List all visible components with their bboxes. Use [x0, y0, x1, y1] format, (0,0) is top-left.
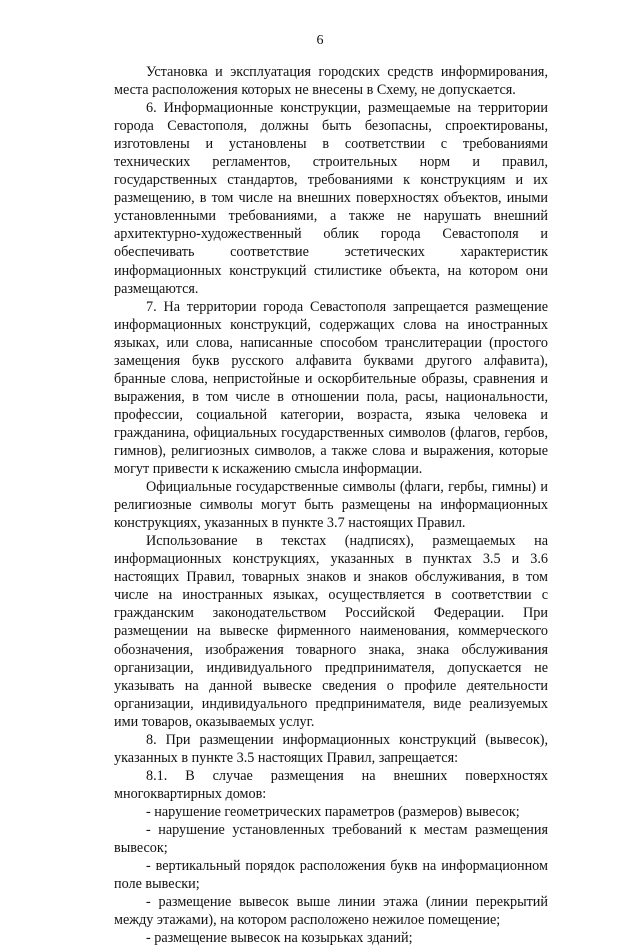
- paragraph-clause-7: 7. На территории города Севастополя запрещается размещение информационных конструкций, содержащих слова на иностранных языках, или слова, написанные способом транслитерации (простого замещения букв русского алфавита буквами другого алфавита), бранные слова, непристойные и оскорбительные образы, сравнения и выражения, в том числе в отношении пола, расы, национальности, профессии, социальной категории, возраста, языка человека и гражданина, официальных государственных символов (флагов, гербов, гимнов), религиозных символов, а также слова и выражения, которые могут привести к искажению смысла информации.: [114, 298, 548, 478]
- list-item: - вертикальный порядок расположения букв на информационном поле вывески;: [114, 858, 548, 893]
- paragraph-clause-6: 6. Информационные конструкции, размещаемые на территории города Севастополя, должны быть безопасны, спроектированы, изготовлены и установлены в соответствии с требованиями технических регламентов, строительных норм и правил, государственных стандартов, требованиями к конструкциям и их размещению, в том числе на внешних поверхностях объектов, иными установленными требованиями, а также не нарушать внешний архитектурно-художественный облик города Севастополя и обеспечивать соответствие эстетических характеристик информационных конструкций стилистике объекта, на котором они размещаются.: [114, 100, 548, 297]
- list-item: - нарушение геометрических параметров (размеров) вывесок;: [146, 803, 520, 820]
- list-item: - размещение вывесок выше линии этажа (линии перекрытий между этажами), на котором расположено нежилое помещение;: [114, 894, 548, 929]
- page-number: 6: [316, 33, 324, 48]
- document-body: [114, 63, 548, 947]
- list-item: - нарушение установленных требований к местам размещения вывесок;: [114, 821, 548, 857]
- list-item: - размещение вывесок на козырьках зданий;: [146, 930, 413, 947]
- paragraph-official-symbols: Официальные государственные символы (флаги, гербы, гимны) и религиозные символы могут быть размещены на информационных конструкциях, указанных в пункте 3.7 настоящих Правил.: [114, 479, 548, 532]
- paragraph-trademarks-usage: Использование в текстах (надписях), размещаемых на информационных конструкциях, указанных в пунктах 3.5 и 3.6 настоящих Правил, товарных знаков и знаков обслуживания, в том числе на иностранных языках, осуществляется в соответствии с гражданским законодательством Российской Федерации. При размещении на вывеске фирменного наименования, коммерческого обозначения, изображения товарного знака, знака обслуживания организации, индивидуального предпринимателя, допускается не указывать на данной вывеске сведения о профиле деятельности организации, индивидуального предпринимателя, виде реализуемых ими товаров, оказываемых услуг.: [114, 533, 548, 730]
- paragraph-clause-8-1: 8.1. В случае размещения на внешних поверхностях многоквартирных домов:: [114, 767, 548, 802]
- paragraph-signage-without-scheme: Установка и эксплуатация городских средств информирования, места расположения которых не внесены в Схему, не допускается.: [114, 64, 548, 99]
- paragraph-clause-8: 8. При размещении информационных конструкций (вывесок), указанных в пункте 3.5 настоящих Правил, запрещается:: [114, 731, 548, 766]
